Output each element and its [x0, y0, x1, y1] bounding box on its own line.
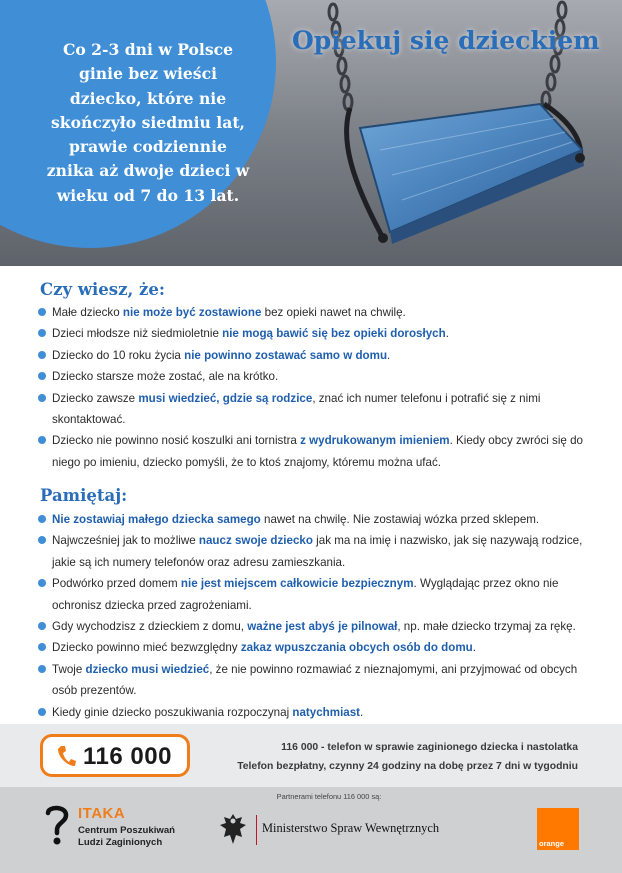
list-item [38, 388, 598, 431]
hero-line: znika aż dwoje dzieci w [46, 161, 250, 181]
hotline-description [237, 738, 578, 776]
itaka-subtitle-2: Ludzi Zaginionych [78, 837, 163, 848]
highlighted-text: nie jest miejscem całkowicie bezpiecznym [180, 577, 414, 591]
itaka-subtitle-1: Centrum Poszukiwań [78, 825, 176, 836]
eagle-emblem-icon [218, 811, 248, 847]
hero-line: Co 2-3 dni w Polsce [62, 40, 234, 59]
list-item [38, 345, 598, 366]
body-text: Dzieci młodsze niż siedmioletnie [52, 327, 223, 341]
body-text: Dziecko do 10 roku życia [52, 348, 185, 362]
hotline-line-1: 116 000 - telefon w sprawie zaginionego dziecka i nastolatka [281, 742, 578, 753]
list-item [38, 573, 598, 616]
body-text: Kiedy ginie dziecko poszukiwania rozpoczynaj [52, 705, 293, 719]
phone-icon [55, 744, 77, 768]
highlighted-text: nie powinno zostawać samo w domu [184, 348, 388, 362]
orange-logo [537, 808, 579, 850]
body-text: nawet na chwilę. Nie zostawiaj wózka przed sklepem. [260, 513, 540, 526]
ministry-divider [256, 815, 257, 845]
hotline-number: 116 000 [83, 743, 172, 770]
list-item [38, 530, 598, 573]
body-text: . [387, 348, 391, 362]
hotline-badge [40, 734, 190, 777]
remember-heading: Pamiętaj: [40, 486, 128, 505]
highlighted-text: z wydrukowanym imieniem [300, 434, 450, 448]
list-item [38, 637, 598, 658]
hero-statistic-text [38, 38, 258, 208]
partners-band [0, 787, 622, 873]
body-text: . Kiedy obcy zwróci się do niego po imieniu, dziecko pomyśli, że to ktoś znajomy, któremu można ufać. [52, 434, 583, 469]
body-text: . [445, 327, 449, 341]
list-item [38, 366, 598, 387]
itaka-name: ITAKA [78, 805, 126, 822]
did-you-know-list [38, 302, 598, 473]
list-item [38, 616, 598, 637]
highlighted-text: naucz swoje dziecko [198, 534, 313, 548]
body-text: . Wyglądając przez okno nie ochronisz dziecka przed zagrożeniami. [52, 577, 559, 612]
body-text: jak ma na imię i nazwisko, jak się nazywają rodzice, jakie są ich numery telefonów oraz adresu zamieszkania. [52, 534, 583, 569]
hero-banner [0, 0, 622, 266]
hero-line: dziecko, które nie [69, 88, 227, 108]
hero-line: wieku od 7 do 13 lat. [56, 185, 240, 205]
list-item [38, 509, 598, 530]
highlighted-text: Nie zostawiaj małego dziecka samego [52, 513, 261, 526]
ministry-logo [218, 811, 478, 851]
body-text: , że nie powinno rozmawiać z nieznajomymi, ani przyjmować od obcych osób prezentów. [52, 662, 578, 698]
body-text: Dziecko powinno mieć bezwzględny [52, 641, 241, 655]
body-text: Gdy wychodzisz z dzieckiem z domu, [52, 620, 248, 634]
body-text: bez opieki nawet na chwilę. [261, 306, 406, 319]
hero-line: skończyło siedmiu lat, [51, 112, 245, 132]
hotline-band [0, 724, 622, 787]
body-text: , znać ich numer telefonu i potrafić się z nimi skontaktować. [52, 391, 541, 427]
itaka-logo [44, 803, 204, 851]
body-text: Dziecko nie powinno nosić koszulki ani tornistra [52, 434, 301, 448]
orange-label: orange [539, 839, 565, 848]
highlighted-text: ważne jest abyś je pilnował [247, 620, 398, 634]
body-text: , np. małe dziecko trzymaj za rękę. [397, 620, 576, 634]
hotline-line-2: Telefon bezpłatny, czynny 24 godziny na dobę przez 7 dni w tygodniu [237, 761, 578, 772]
hero-line: prawie codziennie [69, 137, 227, 157]
list-item [38, 430, 598, 473]
body-text: Małe dziecko [52, 306, 123, 319]
highlighted-text: dziecko musi wiedzieć [85, 662, 210, 676]
did-you-know-heading: Czy wiesz, że: [40, 280, 165, 299]
body-text: Podwórko przed domem [52, 577, 181, 591]
body-text: Dziecko starsze może zostać, ale na krótko. [52, 370, 279, 384]
highlighted-text: nie może być zostawione [122, 306, 262, 319]
body-text: . [360, 705, 364, 719]
body-text: Twoje [52, 662, 86, 676]
list-item [38, 302, 598, 323]
body-text: . [472, 641, 476, 655]
page-title: Opiekuj się dzieckiem [292, 26, 600, 55]
body-text: Dziecko zawsze [52, 391, 139, 405]
highlighted-text: musi wiedzieć, gdzie są rodzice [138, 391, 313, 405]
highlighted-text: zakaz wpuszczania obcych osób do domu [240, 641, 473, 655]
list-item [38, 702, 598, 723]
list-item [38, 659, 598, 702]
highlighted-text: nie mogą bawić się bez opieki dorosłych [222, 327, 446, 341]
partners-caption: Partnerami telefonu 116 000 są: [276, 792, 382, 801]
highlighted-text: natychmiast [292, 705, 361, 719]
list-item [38, 323, 598, 344]
hero-line: ginie bez wieści [78, 64, 217, 84]
ministry-name: Ministerstwo Spraw Wewnętrznych [262, 821, 440, 835]
body-text: Najwcześniej jak to możliwe [52, 534, 199, 548]
remember-list [38, 509, 598, 723]
question-mark-icon [44, 803, 70, 847]
